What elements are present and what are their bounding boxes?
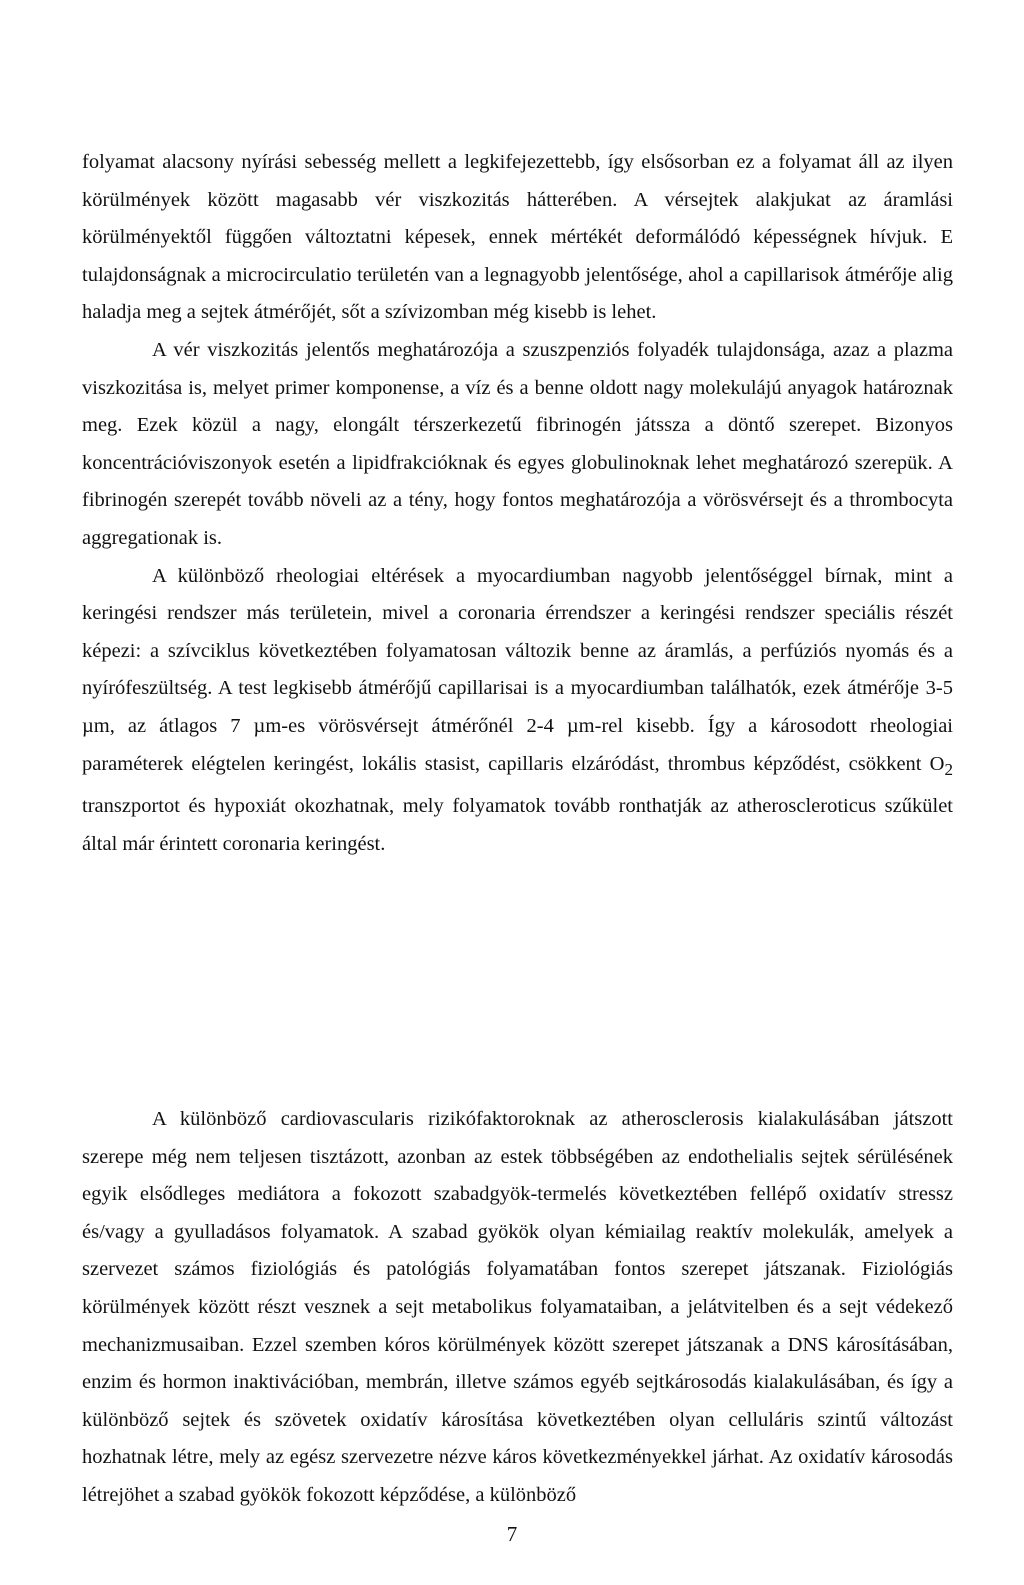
subscript-2: 2 bbox=[944, 759, 953, 779]
paragraph-text: A különböző cardiovascularis rizikófaktoroknak az atherosclerosis kialakulásában játszott szerepe még nem teljesen tisztázott, azonban az estek többségében az endothelialis sejtek sérülésének egyik elsődleges mediátora a fokozott szabadgyök-termelés következtében fellépő oxidatív stressz és/vagy a gyulladásos folyamatok. A szabad gyökök olyan kémiailag reaktív molekulák, amelyek a szervezet számos fiziológiás és patológiás folyamatában fontos szerepet játszanak. Fiziológiás körülmények között részt vesznek a sejt metabolikus folyamataiban, a jelátvitelben és a sejt védekező mechanizmusaiban. Ezzel szemben kóros körülmények között szerepet játszanak a DNS károsításában, enzim és hormon inaktivációban, membrán, illetve számos egyéb sejtkárosodás kialakulásában, és így a különböző sejtek és szövetek oxidatív károsítása következtében olyan celluláris szintű változást hozhatnak létre, mely az egész szervezetre nézve káros következményekkel járhat. Az oxidatív károsodás létrejöhet a szabad gyökök fokozott képződése, a különböző bbox=[82, 1108, 953, 1506]
paragraph-oxidative-stress bbox=[82, 1101, 953, 1515]
paragraph-text: folyamat alacsony nyírási sebesség mellett a legkifejezettebb, így elsősorban ez a folyamat áll az ilyen körülmények között magasabb vér viszkozitás hátterében. A vérsejtek alakjukat az áramlási körülményektől függően változtatni képesek, ennek mértékét deformálódó képességnek hívjuk. E tulajdonságnak a microcirculatio területén van a legnagyobb jelentősége, ahol a capillarisok átmérője alig haladja meg a sejtek átmérőjét, sőt a szívizomban még kisebb is lehet. bbox=[82, 151, 953, 324]
page-number: 7 bbox=[506, 1522, 518, 1546]
paragraph-plasma-viscosity bbox=[82, 332, 953, 558]
paragraph-text: A különböző rheologiai eltérések a myocardiumban nagyobb jelentőséggel bírnak, mint a keringési rendszer más területein, mivel a coronaria érrendszer a keringési rendszer speciális részét képezi: a szívciklus következtében folyamatosan változik benne az áramlás, a perfúziós nyomás és a nyírófeszültség. A test legkisebb átmérőjű capillarisai is a myocardiumban találhatók, ezek átmérője 3-5 µm, az átlagos 7 µm-es vörösvérsejt átmérőnél 2-4 µm-rel kisebb. Így a károsodott rheologiai paraméterek elégtelen keringést, lokális stasist, capillaris elzáródást, thrombus képződést, csökkent O bbox=[82, 564, 953, 775]
paragraph-text: A vér viszkozitás jelentős meghatározója a szuszpenziós folyadék tulajdonsága, azaz a plazma viszkozitása is, melyet primer komponense, a víz és a benne oldott nagy molekulájú anyagok határoznak meg. Ezek közül a nagy, elongált térszerkezetű fibrinogén játssza a döntő szerepet. Bizonyos koncentrációviszonyok esetén a lipidfrakcióknak és egyes globulinoknak lehet meghatározó szerepük. A fibrinogén szerepét tovább növeli az a tény, hogy fontos meghatározója a vörösvérsejt és a thrombocyta aggregationak is. bbox=[82, 338, 953, 549]
paragraph-myocardium-rheology bbox=[82, 558, 953, 864]
text-block-lower bbox=[82, 1101, 953, 1515]
paragraph-blood-cell-deformability bbox=[82, 144, 953, 332]
text-block-upper bbox=[82, 144, 953, 863]
paragraph-text-continued: transzportot és hypoxiát okozhatnak, mely folyamatok tovább ronthatják az atheroscleroticus szűkület által már érintett coronaria keringést. bbox=[82, 795, 953, 855]
